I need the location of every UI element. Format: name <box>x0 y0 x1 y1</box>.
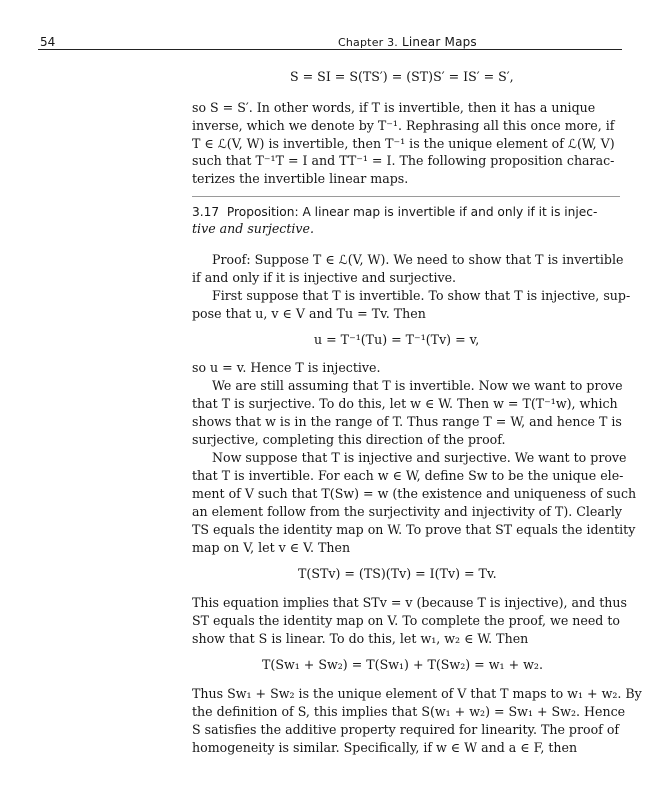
text-line: so S = S′. In other words, if T is invertible, then it has a unique <box>192 100 596 115</box>
equation-s-equals-s-prime: S = SI = S(TS′) = (ST)S′ = IS′ = S′, <box>290 69 514 84</box>
page-number: 54 <box>40 35 56 49</box>
text-line: T ∈ ℒ(V, W) is invertible, then T⁻¹ is the unique element of ℒ(W, V) <box>192 136 615 151</box>
proposition-separator <box>192 196 620 197</box>
chapter-heading <box>338 35 477 49</box>
text-line: shows that w is in the range of T. Thus range T = W, and hence T is <box>192 414 622 429</box>
text-line: surjective, completing this direction of the proof. <box>192 432 506 447</box>
text-line: an element follow from the surjectivity and injectivity of T). Clearly <box>192 504 623 519</box>
text-line: This equation implies that STv = v (because T is injective), and thus <box>192 595 627 610</box>
chapter-label: Chapter 3. <box>338 36 398 49</box>
text-line: Thus Sw₁ + Sw₂ is the unique element of V that T maps to w₁ + w₂. By <box>192 686 642 701</box>
text-line: so u = v. Hence T is injective. <box>192 360 381 375</box>
text-line: that T is invertible. For each w ∈ W, define Sw to be the unique ele- <box>192 468 624 483</box>
text-line: S satisfies the additive property required for linearity. The proof of <box>192 722 620 737</box>
text-line: such that T⁻¹T = I and TT⁻¹ = I. The following proposition charac- <box>192 153 615 168</box>
header-rule <box>38 49 622 50</box>
proposition-statement: tive and surjective. <box>192 221 315 236</box>
text-line: ST equals the identity map on V. To complete the proof, we need to <box>192 613 621 628</box>
equation-additivity: T(Sw₁ + Sw₂) = T(Sw₁) + T(Sw₂) = w₁ + w₂. <box>262 657 543 672</box>
text-line: pose that u, v ∈ V and Tu = Tv. Then <box>192 306 426 321</box>
text-line: homogeneity is similar. Specifically, if w ∈ W and a ∈ F, then <box>192 740 578 755</box>
text-line: terizes the invertible linear maps. <box>192 171 409 186</box>
text-line: inverse, which we denote by T⁻¹. Rephrasing all this once more, if <box>192 118 615 133</box>
proposition-title: 3.17 Proposition: A linear map is invertible if and only if it is injec- <box>192 205 598 219</box>
proof-start: Proof: Suppose T ∈ ℒ(V, W). We need to show that T is invertible <box>212 252 624 267</box>
text-line: Now suppose that T is injective and surjective. We want to prove <box>212 450 627 465</box>
text-line: ment of V such that T(Sw) = w (the existence and uniqueness of such <box>192 486 637 501</box>
equation-identity: T(STv) = (TS)(Tv) = I(Tv) = Tv. <box>298 566 497 581</box>
text-line: that T is surjective. To do this, let w ∈ W. Then w = T(T⁻¹w), which <box>192 396 618 411</box>
text-line: the definition of S, this implies that S(w₁ + w₂) = Sw₁ + Sw₂. Hence <box>192 704 626 719</box>
text-line: First suppose that T is invertible. To show that T is injective, sup- <box>212 288 631 303</box>
text-line: show that S is linear. To do this, let w₁, w₂ ∈ W. Then <box>192 631 529 646</box>
text-line: TS equals the identity map on W. To prove that ST equals the identity <box>192 522 636 537</box>
text-line: We are still assuming that T is invertible. Now we want to prove <box>212 378 623 393</box>
text-line: map on V, let v ∈ V. Then <box>192 540 351 555</box>
chapter-title: Linear Maps <box>402 35 477 49</box>
equation-injective: u = T⁻¹(Tu) = T⁻¹(Tv) = v, <box>314 332 480 347</box>
text-line: if and only if it is injective and surjective. <box>192 270 457 285</box>
